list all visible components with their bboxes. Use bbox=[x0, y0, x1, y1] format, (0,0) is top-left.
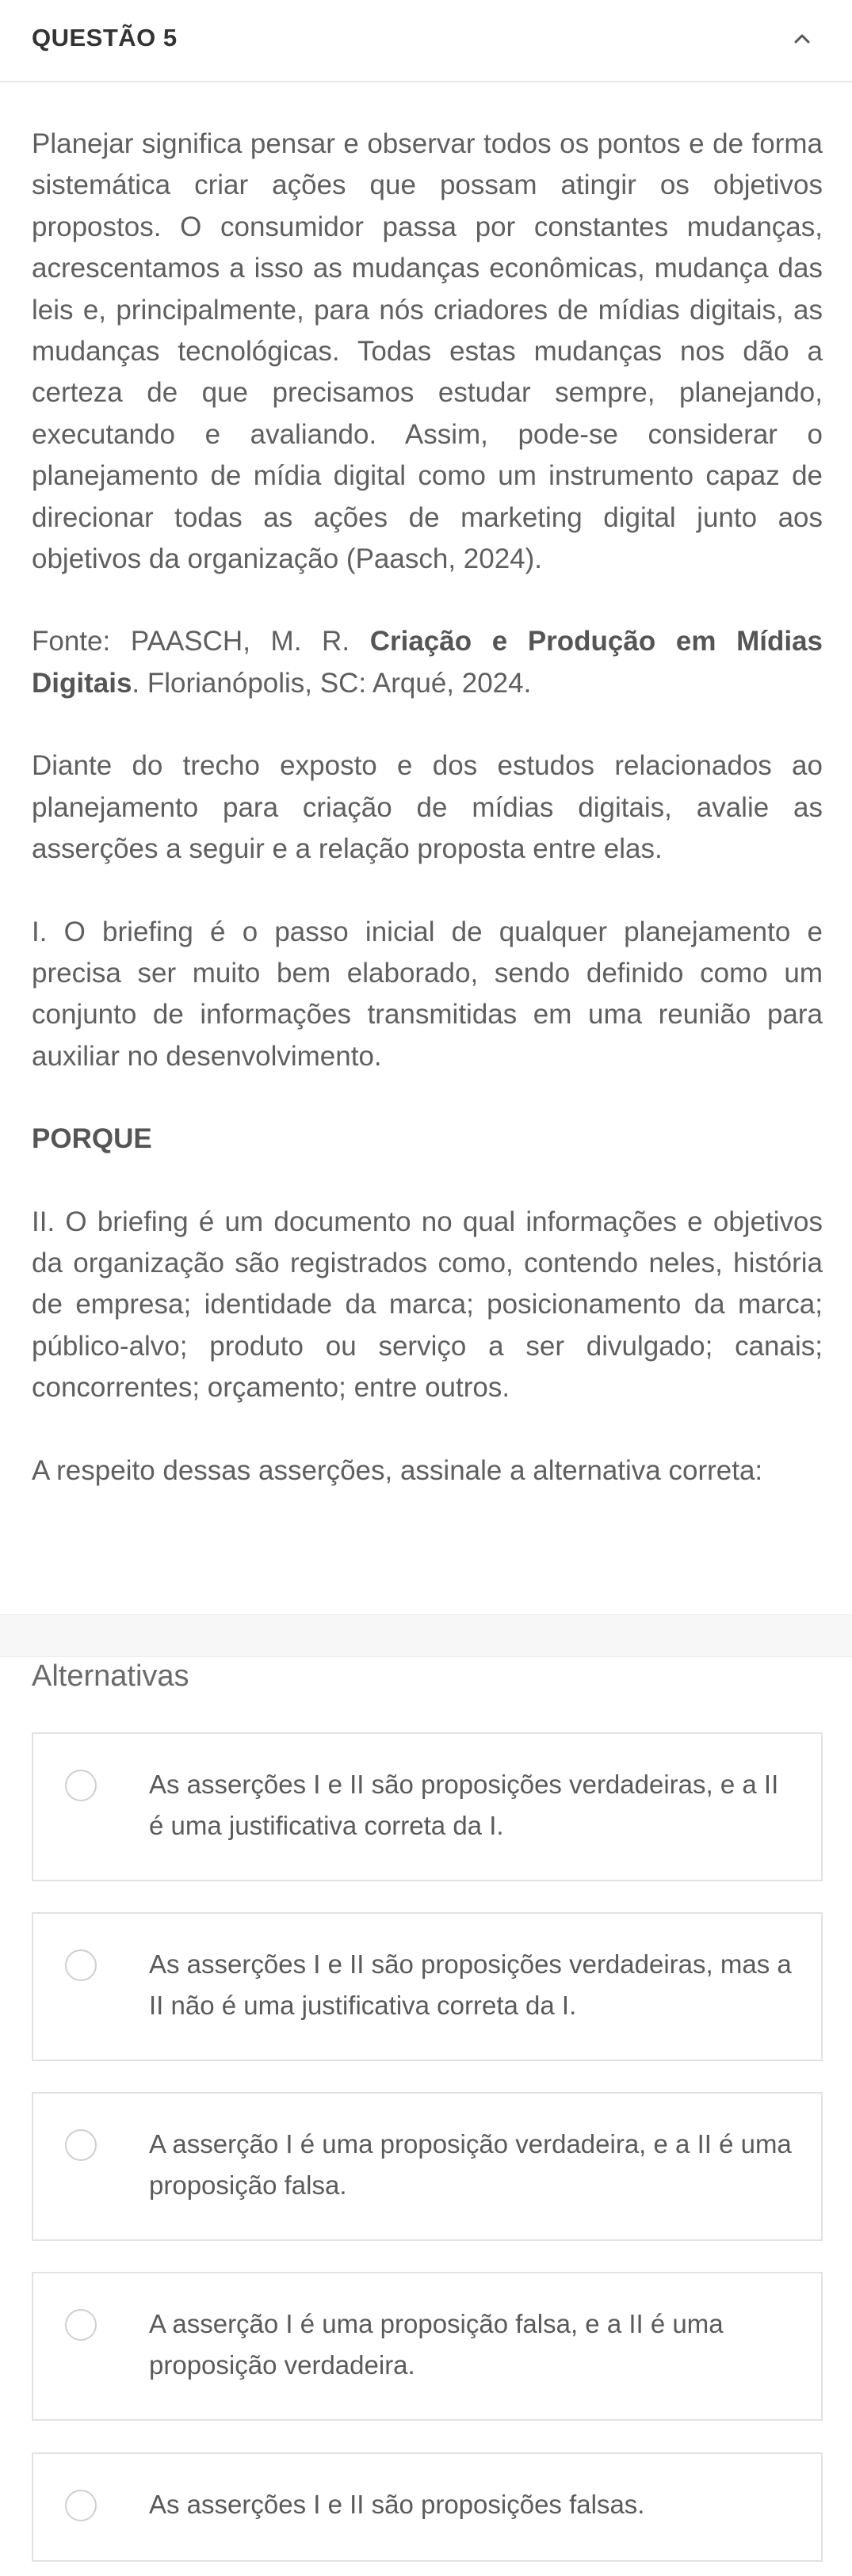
assertion-two: II. O briefing é um documento no qual informações e objetivos da organização são registrados como, contendo neles, história de empresa; identidade da marca; posicionamento da marca; público-alvo; produto ou serviço a ser divulgado; canais; concorrentes; orçamento; entre outros. bbox=[32, 1206, 823, 1404]
alternative-label: As asserções I e II são proposições verdadeiras, mas a II não é uma justificativa correta da I. bbox=[149, 1949, 792, 2020]
alternative-label: A asserção I é uma proposição falsa, e a II é uma proposição verdadeira. bbox=[149, 2309, 724, 2380]
alternative-option-4[interactable] bbox=[32, 2272, 823, 2421]
alternative-option-5[interactable] bbox=[32, 2452, 823, 2562]
chevron-up-icon[interactable] bbox=[790, 27, 814, 51]
alternative-label: As asserções I e II são proposições falsas. bbox=[149, 2490, 645, 2519]
radio-icon[interactable] bbox=[65, 1770, 97, 1801]
radio-icon[interactable] bbox=[65, 2309, 97, 2341]
source-title: Criação e Produção em Mídias Digitais bbox=[32, 626, 823, 699]
source-prefix: Fonte: PAASCH, M. R. bbox=[32, 626, 370, 657]
question-statement bbox=[32, 124, 823, 1492]
source-citation bbox=[32, 621, 823, 704]
question-header[interactable] bbox=[0, 0, 852, 82]
alternative-label: As asserções I e II são proposições verdadeiras, e a II é uma justificativa correta da I. bbox=[149, 1770, 779, 1840]
alternative-option-2[interactable] bbox=[32, 1912, 823, 2061]
radio-icon[interactable] bbox=[65, 2129, 97, 2161]
radio-icon[interactable] bbox=[65, 1949, 97, 1981]
source-suffix: . Florianópolis, SC: Arqué, 2024. bbox=[132, 667, 532, 699]
question-title: QUESTÃO 5 bbox=[32, 24, 178, 51]
question-prompt: A respeito dessas asserções, assinale a alternativa correta: bbox=[32, 1454, 763, 1486]
alternative-option-1[interactable] bbox=[32, 1732, 823, 1881]
section-divider bbox=[0, 1614, 852, 1657]
statement-paragraph: Planejar significa pensar e observar todos os pontos e de forma sistemática criar ações que possam atingir os objetivos propostos. O consumidor passa por constantes mudanças, acrescentamos a isso as mudanças econômicas, mudança das leis e, principalmente, para nós criadores de mídias digitais, as mudanças tecnológicas. Todas estas mudanças nos dão a certeza de que precisamos estudar sempre, planejando, executando e avaliando. Assim, pode-se considerar o planejamento de mídia digital como um instrumento capaz de direcionar todas as ações de marketing digital junto aos objetivos da organização (Paasch, 2024). bbox=[32, 128, 823, 575]
instruction-paragraph: Diante do trecho exposto e dos estudos relacionados ao planejamento para criação de mídias digitais, avalie as asserções a seguir e a relação proposta entre elas. bbox=[32, 750, 823, 865]
radio-icon[interactable] bbox=[65, 2490, 97, 2521]
assertion-one: I. O briefing é o passo inicial de qualquer planejamento e precisa ser muito bem elaborado, sendo definido como um conjunto de informações transmitidas em uma reunião para auxiliar no desenvolvimento. bbox=[32, 916, 823, 1072]
alternatives-heading: Alternativas bbox=[32, 1660, 189, 1693]
porque-label: PORQUE bbox=[32, 1123, 152, 1155]
alternative-option-3[interactable] bbox=[32, 2092, 823, 2241]
alternative-label: A asserção I é uma proposição verdadeira, e a II é uma proposição falsa. bbox=[149, 2129, 792, 2200]
